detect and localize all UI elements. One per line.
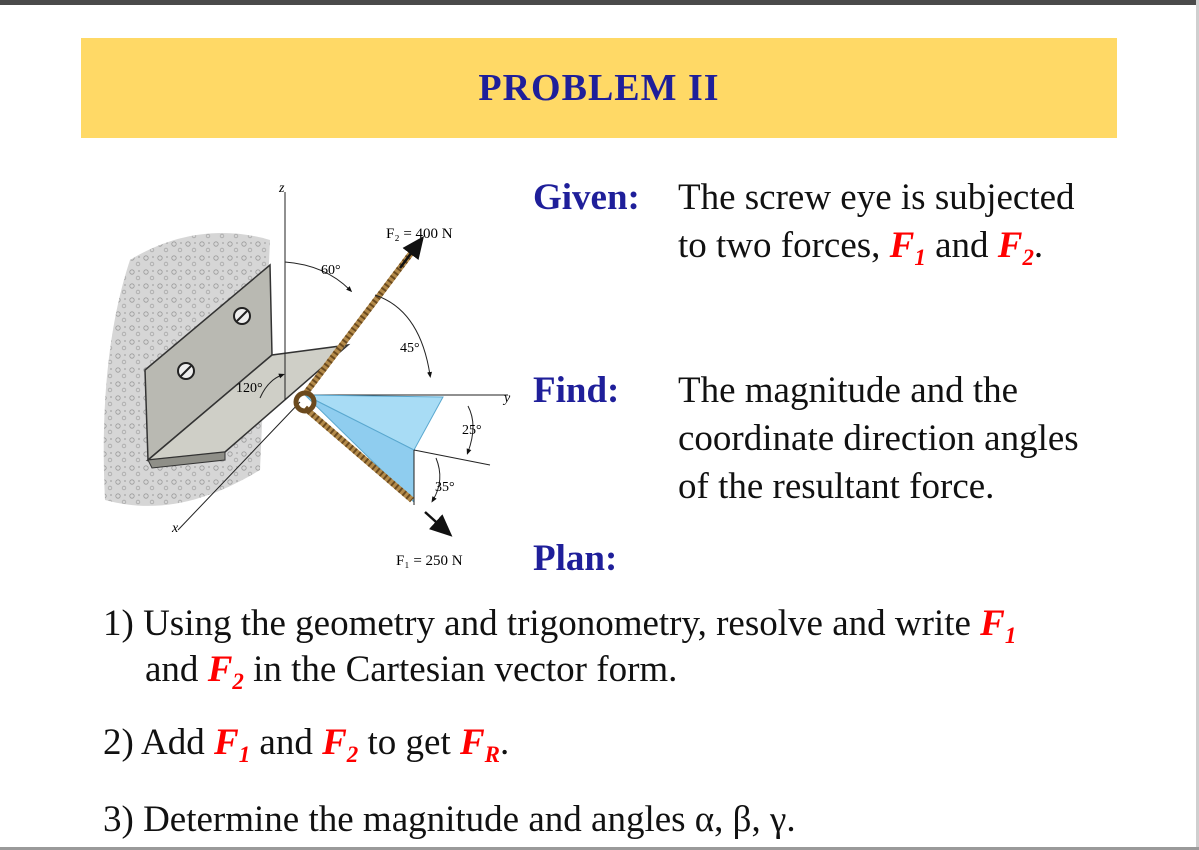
angle-35-label: 35° <box>435 480 455 495</box>
x-axis-label: x <box>172 521 179 536</box>
screw-eye-figure <box>100 170 525 580</box>
find-line-2: coordinate direction angles <box>678 418 1079 459</box>
find-label: Find: <box>533 370 620 411</box>
y-axis-label: y <box>504 391 511 406</box>
screw-head-icon <box>178 363 194 379</box>
find-line-3: of the resultant force. <box>678 466 995 507</box>
z-axis-label: z <box>279 181 285 196</box>
plan-step-3: 3) Determine the magnitude and angles α, β, γ. <box>103 799 796 840</box>
angle-120-label: 120° <box>236 381 263 396</box>
angle-60-label: 60° <box>321 263 341 278</box>
find-line-1: The magnitude and the <box>678 370 1019 411</box>
screw-head-icon <box>234 308 250 324</box>
top-border <box>0 0 1199 5</box>
plan-step-1: 1) Using the geometry and trigonometry, resolve and write $F_1$ and $F_2$ in the Cartesian vector form. <box>103 603 1017 695</box>
plan-step-2: 2) Add $F_1$ and $F_2$ to get $F_R$. <box>103 722 510 768</box>
given-line-2: to two forces, $F_1$ and $F_2$. <box>678 225 1044 271</box>
page-title: PROBLEM II <box>478 67 720 109</box>
title-banner <box>81 38 1117 138</box>
f2-label: F₂ = 400 N <box>386 226 453 242</box>
angle-45-label: 45° <box>400 341 420 356</box>
given-text <box>678 174 1075 270</box>
given-label: Given: <box>533 177 640 218</box>
f1-label: F₁ = 250 N <box>396 553 463 569</box>
angle-25-label: 25° <box>462 423 482 438</box>
plan-label: Plan: <box>533 538 618 579</box>
given-line-1: The screw eye is subjected <box>678 177 1075 218</box>
find-text <box>678 367 1079 511</box>
